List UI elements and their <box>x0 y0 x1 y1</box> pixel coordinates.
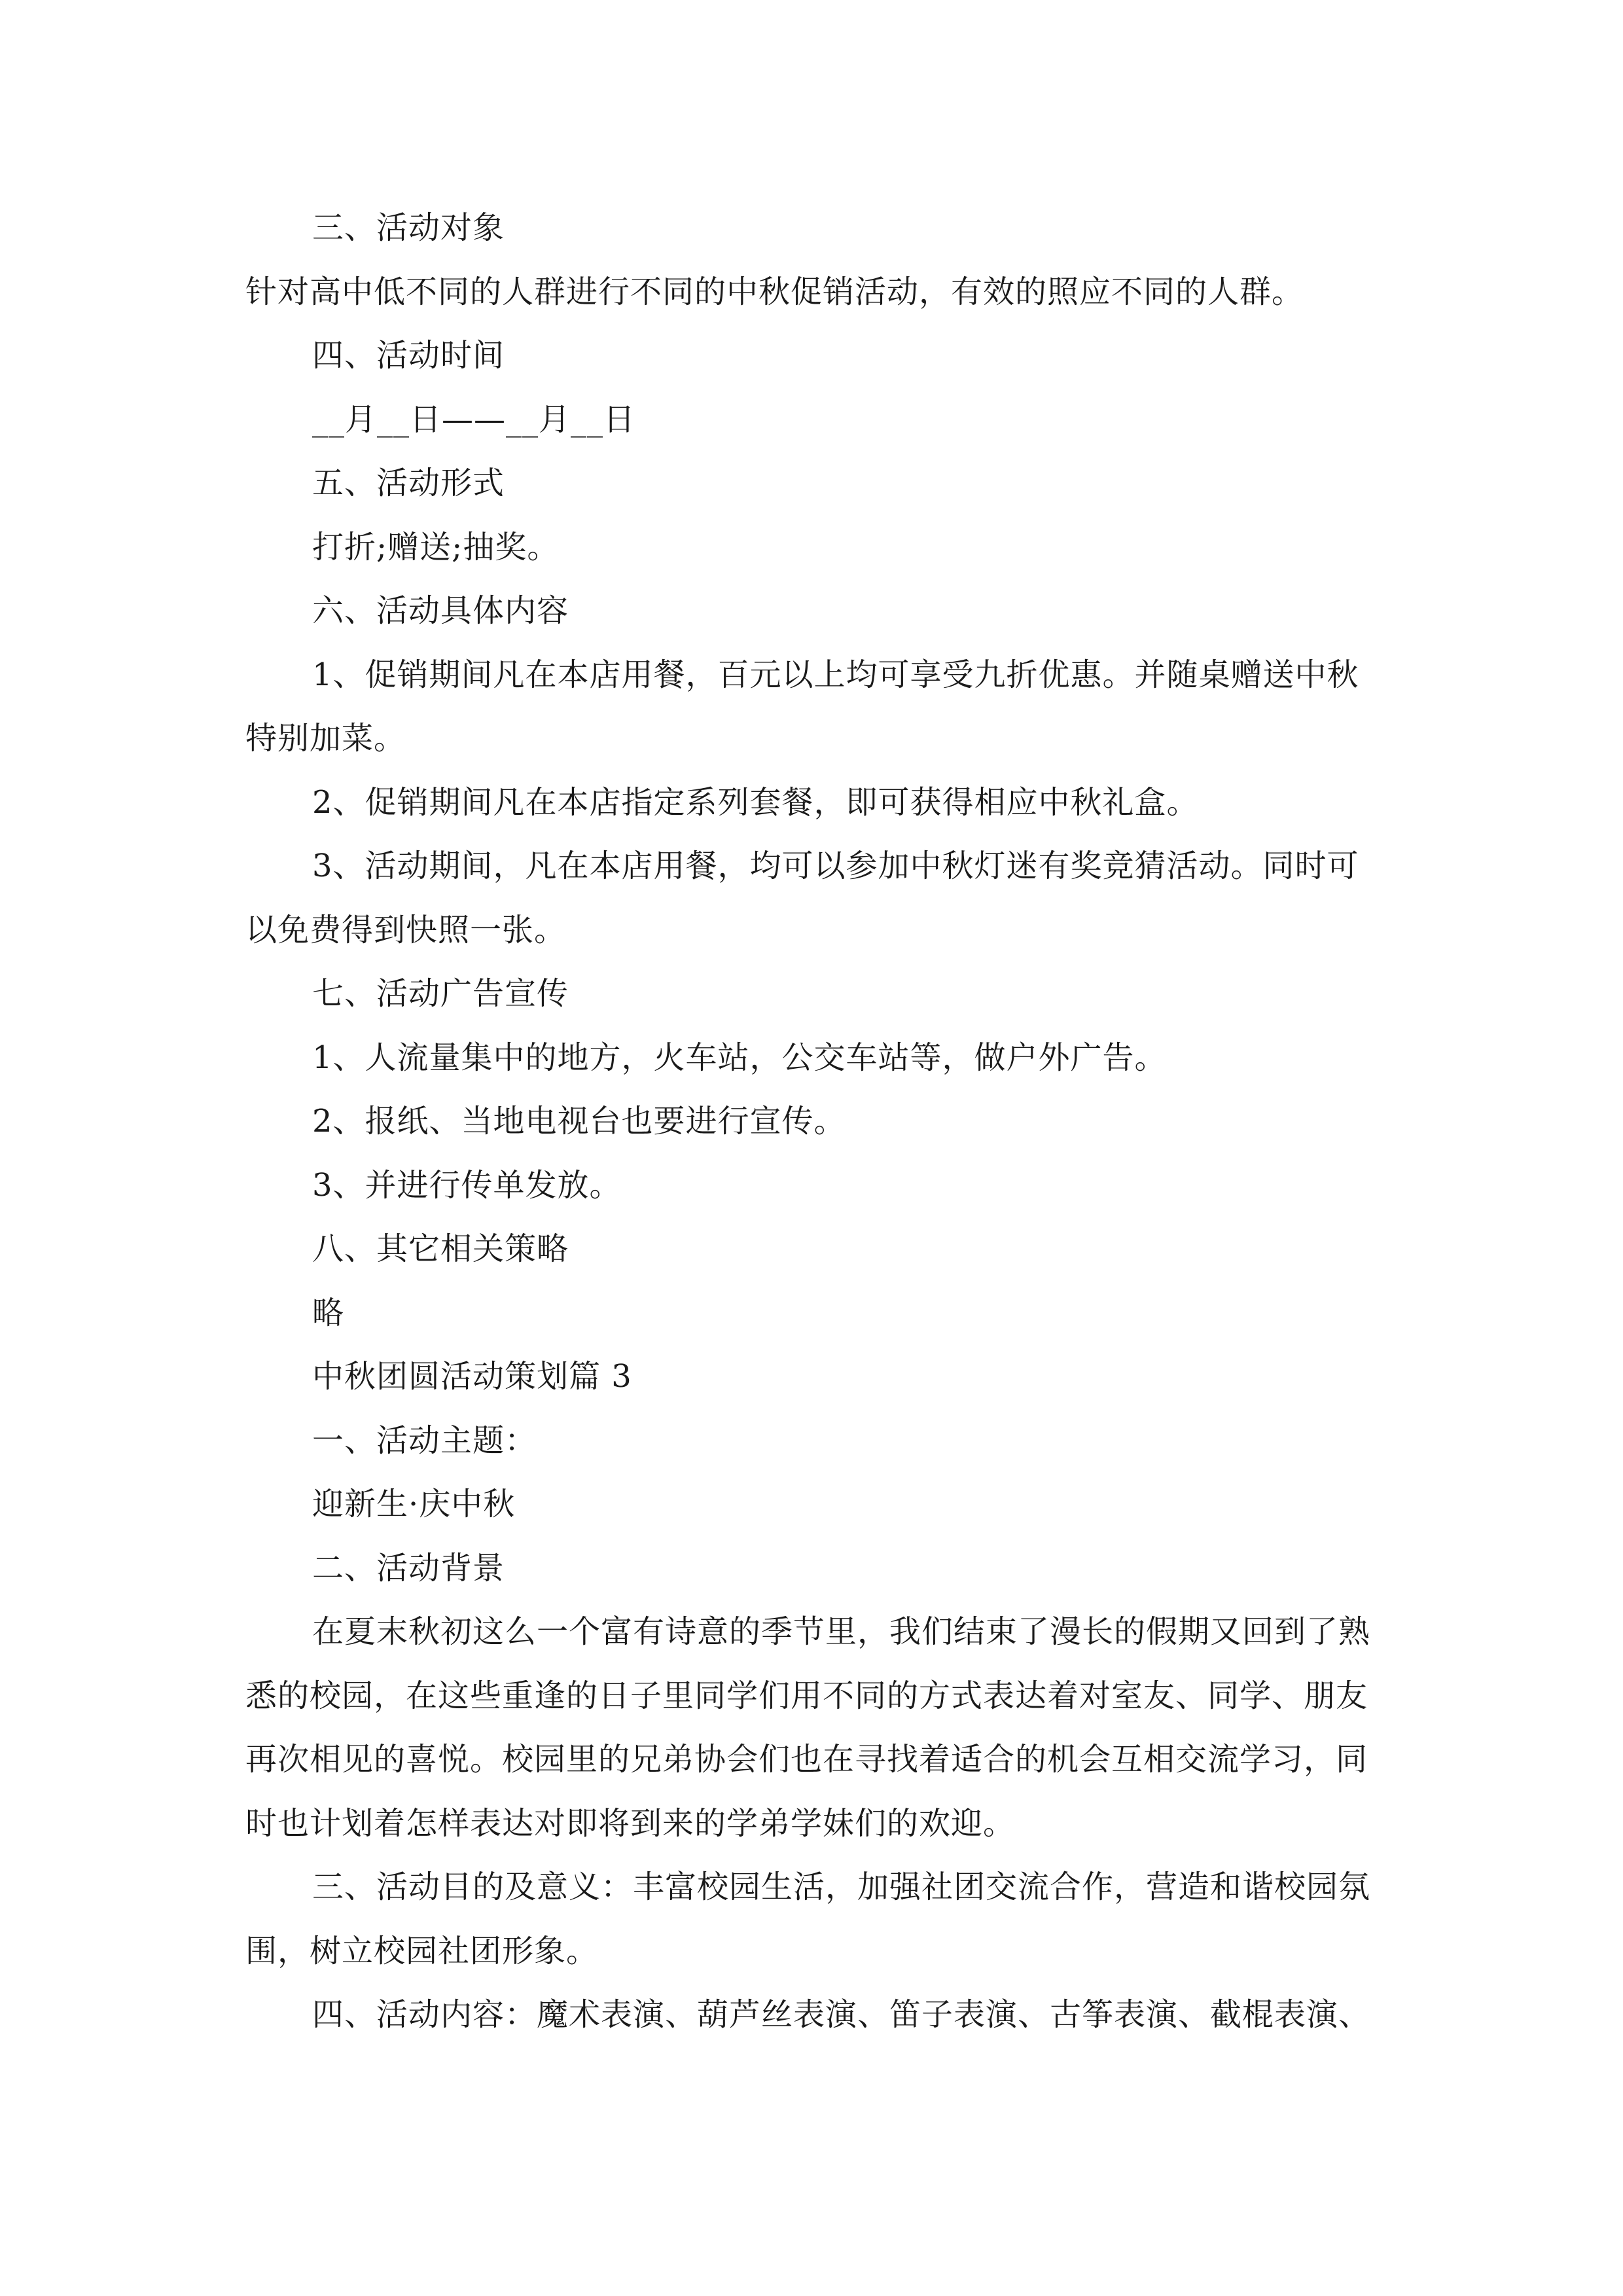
activity-form-text: 打折;赠送;抽奖。 <box>312 528 560 565</box>
activity-target-text: 针对高中低不同的人群进行不同的中秋促销活动，有效的照应不同的人群。 <box>245 273 1304 310</box>
background-line-3: 再次相见的喜悦。校园里的兄弟协会们也在寻找着适合的机会互相交流学习，同 <box>245 1741 1368 1778</box>
heading-activity-details: 六、活动具体内容 <box>312 592 569 629</box>
purpose-paragraph <box>245 1856 1381 1983</box>
advertising-item-1: 1、人流量集中的地方，火车站，公交车站等，做户外广告。 <box>312 1039 1167 1076</box>
activity-theme-text: 迎新生·庆中秋 <box>312 1486 516 1522</box>
purpose-line-2: 围，树立校园社团形象。 <box>245 1932 599 1969</box>
details-item-3 <box>245 834 1381 962</box>
advertising-item-2: 2、报纸、当地电视台也要进行宣传。 <box>312 1103 846 1139</box>
section-title-plan-3: 中秋团圆活动策划篇 3 <box>312 1358 632 1395</box>
background-line-2: 悉的校园，在这些重逢的日子里同学们用不同的方式表达着对室友、同学、朋友 <box>245 1677 1368 1714</box>
details-item-1 <box>245 643 1381 771</box>
heading-activity-form: 五、活动形式 <box>312 465 505 501</box>
heading-activity-theme: 一、活动主题： <box>312 1422 537 1459</box>
heading-other-strategies: 八、其它相关策略 <box>312 1230 569 1267</box>
other-strategies-text: 略 <box>312 1294 345 1331</box>
advertising-item-3: 3、并进行传单发放。 <box>312 1166 622 1204</box>
heading-advertising: 七、活动广告宣传 <box>312 975 569 1012</box>
background-line-4: 时也计划着怎样表达对即将到来的学弟学妹们的欢迎。 <box>245 1804 1016 1842</box>
document-body <box>245 196 1381 2047</box>
details-item-3-line-1: 3、活动期间，凡在本店用餐，均可以参加中秋灯迷有奖竞猜活动。同时可 <box>312 848 1359 884</box>
details-item-2: 2、促销期间凡在本店指定系列套餐，即可获得相应中秋礼盒。 <box>312 783 1199 821</box>
activity-content-line: 四、活动内容：魔术表演、葫芦丝表演、笛子表演、古筝表演、截棍表演、 <box>312 1996 1371 2033</box>
heading-activity-time: 四、活动时间 <box>312 337 505 374</box>
background-line-1: 在夏末秋初这么一个富有诗意的季节里，我们结束了漫长的假期又回到了熟 <box>312 1613 1371 1650</box>
details-item-3-line-2: 以免费得到快照一张。 <box>245 911 567 948</box>
background-paragraph <box>245 1600 1381 1856</box>
details-item-1-line-1: 1、促销期间凡在本店用餐，百元以上均可享受九折优惠。并随桌赠送中秋 <box>312 656 1359 693</box>
heading-activity-background: 二、活动背景 <box>312 1549 505 1587</box>
activity-time-text: __月__日——__月__日 <box>312 401 636 438</box>
heading-activity-target: 三、活动对象 <box>312 209 505 246</box>
purpose-line-1: 三、活动目的及意义：丰富校园生活，加强社团交流合作，营造和谐校园氛 <box>312 1869 1371 1905</box>
details-item-1-line-2: 特别加菜。 <box>245 720 406 757</box>
